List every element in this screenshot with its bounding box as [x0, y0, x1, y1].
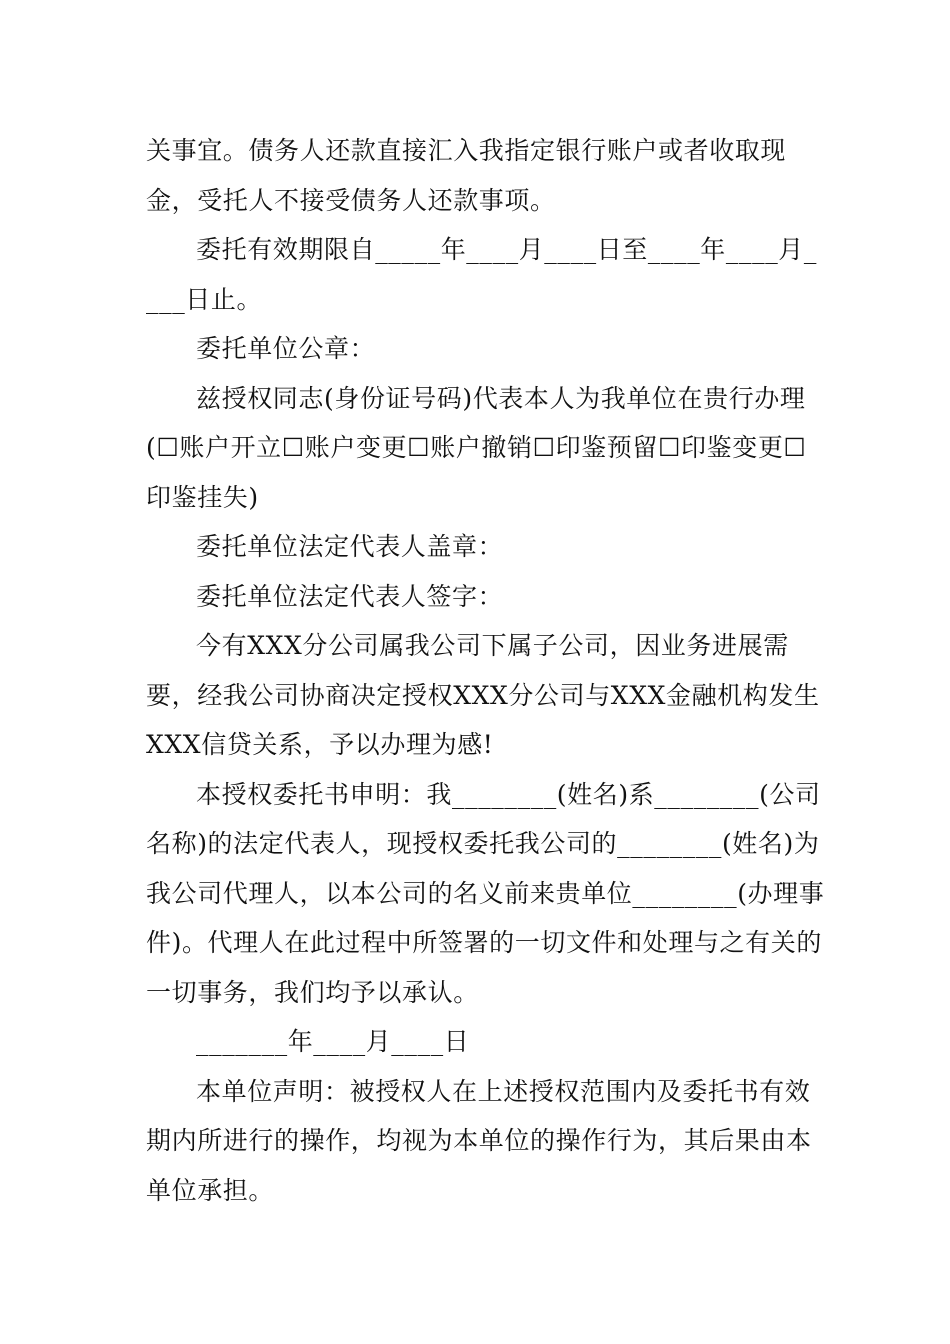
paragraph-validity-period: 委托有效期限自_____年____月____日至____年____月____日止。 [146, 235, 818, 314]
paragraph-company-seal: 委托单位公章： [196, 334, 376, 363]
paragraph-debt-repayment: 关事宜。债务人还款直接汇入我指定银行账户或者收取现金，受托人不接受债务人还款事项。 [146, 136, 787, 215]
paragraph-subsidiary-credit: 今有XXX分公司属我公司下属子公司，因业务进展需要，经我公司协商决定授权XXX分公司与XXX金融机构发生XXX信贷关系，予以办理为感! [146, 631, 820, 759]
paragraph-authorization-scope: 兹授权同志(身份证号码)代表本人为我单位在贵行办理(☐账户开立☐账户变更☐账户撤销☐印鉴预留☐印鉴变更☐印鉴挂失) [146, 383, 807, 512]
paragraph-authorization-statement: 本授权委托书申明：我________(姓名)系________(公司名称)的法定代表人，现授权委托我公司的________(姓名)为我公司代理人，以本公司的名义前来贵单位________(办理事件)。代理人在此过程中所签署的一切文件和处理与之有关的一切事务，我们均予以承认。 [146, 779, 825, 1007]
paragraph-date-line: _______年____月____日 [196, 1027, 470, 1056]
document-body [146, 126, 826, 1215]
paragraph-unit-declaration: 本单位声明：被授权人在上述授权范围内及委托书有效期内所进行的操作，均视为本单位的操作行为，其后果由本单位承担。 [146, 1076, 812, 1205]
paragraph-legal-rep-signature: 委托单位法定代表人签字： [196, 581, 504, 611]
paragraph-legal-rep-seal: 委托单位法定代表人盖章： [196, 532, 504, 561]
